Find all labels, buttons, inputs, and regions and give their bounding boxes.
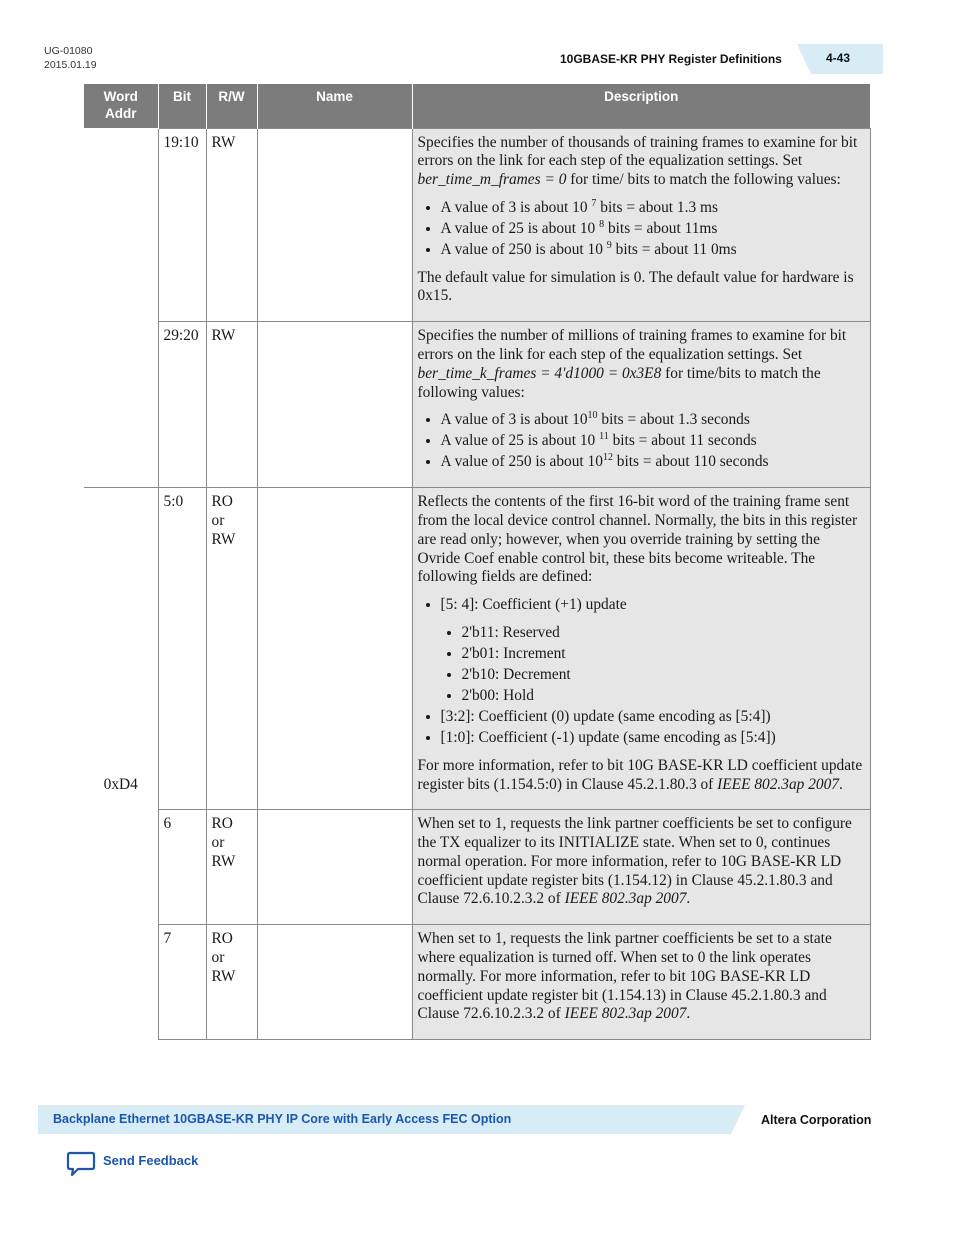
register-table bbox=[84, 84, 871, 1040]
field-list bbox=[418, 596, 865, 748]
footer-document-title[interactable]: Backplane Ethernet 10GBASE-KR PHY IP Core with Early Access FEC Option bbox=[53, 1112, 512, 1126]
rw-line: or bbox=[211, 949, 225, 967]
bit-cell: 6 bbox=[158, 810, 206, 925]
section-title: 10GBASE-KR PHY Register Definitions bbox=[560, 52, 782, 66]
name-cell bbox=[257, 488, 412, 810]
description-cell bbox=[412, 925, 870, 1040]
list-item: • A value of 25 is about 10 $^{11}$ bits = about 11 seconds bbox=[441, 432, 865, 451]
table-row bbox=[84, 128, 870, 322]
name-cell bbox=[257, 128, 412, 322]
list-item: • A value of 250 is about $10^{12}$ bits = about 110 seconds bbox=[441, 453, 865, 472]
value-list bbox=[418, 411, 865, 472]
rw-line: RW bbox=[211, 852, 236, 870]
list-item: • 2'b10: Decrement bbox=[462, 666, 865, 685]
description-text: When set to 1, requests the link partner coefficients be set to configure the TX equalizer to its INITIALIZE state. When set to 0, continues normal operation. For more information, refer to 10G BASE-KR LD coefficient update register bits (1.154.12) in Clause 45.2.1.80.3 and Clause 72.6.10.2.3.2 of IEEE 802.3ap 2007. bbox=[417, 815, 852, 908]
description-outro: The default value for simulation is 0. The default value for hardware is 0x15. bbox=[417, 268, 854, 305]
col-header-rw: R/W bbox=[206, 84, 257, 128]
footer-company: Altera Corporation bbox=[761, 1113, 872, 1127]
list-item: • 2'b00: Hold bbox=[462, 687, 865, 706]
name-cell bbox=[257, 810, 412, 925]
rw-cell bbox=[206, 488, 257, 810]
description-intro: Specifies the number of millions of training frames to examine for bit errors on the link for each step of the equalization settings. Set ber_time_k_frames = 4'd1000 = 0x3E8 for time/bits to match the following values: bbox=[417, 327, 847, 401]
description-intro: Specifies the number of thousands of training frames to examine for bit errors on the link for each step of the equalization settings. Set ber_time_m_frames = 0 for time/ bits to match the following values: bbox=[417, 133, 858, 189]
table-row bbox=[84, 810, 870, 925]
rw-cell: RW bbox=[206, 322, 257, 488]
rw-line: or bbox=[211, 834, 225, 852]
chat-bubble-icon[interactable] bbox=[66, 1151, 96, 1177]
rw-cell bbox=[206, 925, 257, 1040]
encoding-list bbox=[441, 624, 865, 706]
rw-cell bbox=[206, 810, 257, 925]
col-header-name: Name bbox=[257, 84, 412, 128]
list-item: • [1:0]: Coefficient (-1) update (same encoding as [5:4]) bbox=[441, 729, 865, 748]
doc-id-block bbox=[44, 44, 97, 72]
list-item: • A value of 3 is about 10 $^7$ bits = about 1.3 ms bbox=[441, 199, 865, 218]
description-text: When set to 1, requests the link partner coefficients be set to a state where equalization is turned off. When set to 0 the link operates normally. For more information, refer to bit 10G BASE-KR LD coefficient update register bit (1.154.13) in Clause 45.2.1.80.3 and Clause 72.6.10.2.3.2 of IEEE 802.3ap 2007. bbox=[417, 930, 832, 1023]
col-header-bit: Bit bbox=[158, 84, 206, 128]
bit-cell: 5:0 bbox=[158, 488, 206, 810]
word-addr-cell bbox=[84, 128, 158, 488]
description-cell bbox=[412, 488, 870, 810]
table-row bbox=[84, 925, 870, 1040]
col-header-word-addr: Word Addr bbox=[84, 84, 158, 128]
doc-id: UG-01080 bbox=[44, 45, 93, 57]
send-feedback-link[interactable]: Send Feedback bbox=[103, 1153, 199, 1168]
table-header-row bbox=[84, 84, 870, 128]
rw-line: RO bbox=[211, 930, 233, 948]
value-list bbox=[418, 199, 865, 260]
list-item: • A value of 25 is about 10 $^8$ bits = about 11ms bbox=[441, 220, 865, 239]
bit-cell: 19:10 bbox=[158, 128, 206, 322]
doc-date: 2015.01.19 bbox=[44, 59, 97, 71]
bit-cell: 29:20 bbox=[158, 322, 206, 488]
list-item: • A value of 250 is about 10 $^9$ bits = about 11 0ms bbox=[441, 241, 865, 260]
name-cell bbox=[257, 322, 412, 488]
rw-line: or bbox=[211, 512, 225, 529]
rw-line: RW bbox=[211, 530, 236, 548]
page-number: 4-43 bbox=[826, 51, 851, 65]
description-cell bbox=[412, 810, 870, 925]
table-row bbox=[84, 322, 870, 488]
list-item: • 2'b01: Increment bbox=[462, 645, 865, 664]
list-item: • [3:2]: Coefficient (0) update (same encoding as [5:4]) bbox=[441, 708, 865, 727]
col-header-description: Description bbox=[412, 84, 870, 128]
rw-line: RW bbox=[211, 967, 236, 985]
rw-line: RO bbox=[211, 493, 233, 511]
rw-cell: RW bbox=[206, 128, 257, 322]
word-addr-cell: 0xD4 bbox=[84, 488, 158, 1040]
list-item: • A value of 3 is about $10^{10}$ bits = about 1.3 seconds bbox=[441, 411, 865, 430]
list-item: • 2'b11: Reserved bbox=[462, 624, 865, 643]
description-outro: For more information, refer to bit 10G BASE-KR LD coefficient update register bits (1.154.5:0) in Clause 45.2.1.80.3 of IEEE 802.3ap 2007. bbox=[417, 756, 863, 793]
description-cell bbox=[412, 322, 870, 488]
rw-line: RO bbox=[211, 815, 233, 833]
list-item: • [5: 4]: Coefficient (+1) update • 2'b11: Reserved • 2'b01: Increment • 2'b10: Decrement • 2'b00: Hold bbox=[441, 596, 865, 706]
bit-cell: 7 bbox=[158, 925, 206, 1040]
table-row bbox=[84, 488, 870, 810]
description-cell bbox=[412, 128, 870, 322]
name-cell bbox=[257, 925, 412, 1040]
description-intro: Reflects the contents of the first 16-bit word of the training frame sent from the local device control channel. Normally, the bits in this register are read only; however, when you override training by setting the Ovride Coef enable control bit, these bits become writeable. The following fields are defined: bbox=[417, 493, 858, 586]
